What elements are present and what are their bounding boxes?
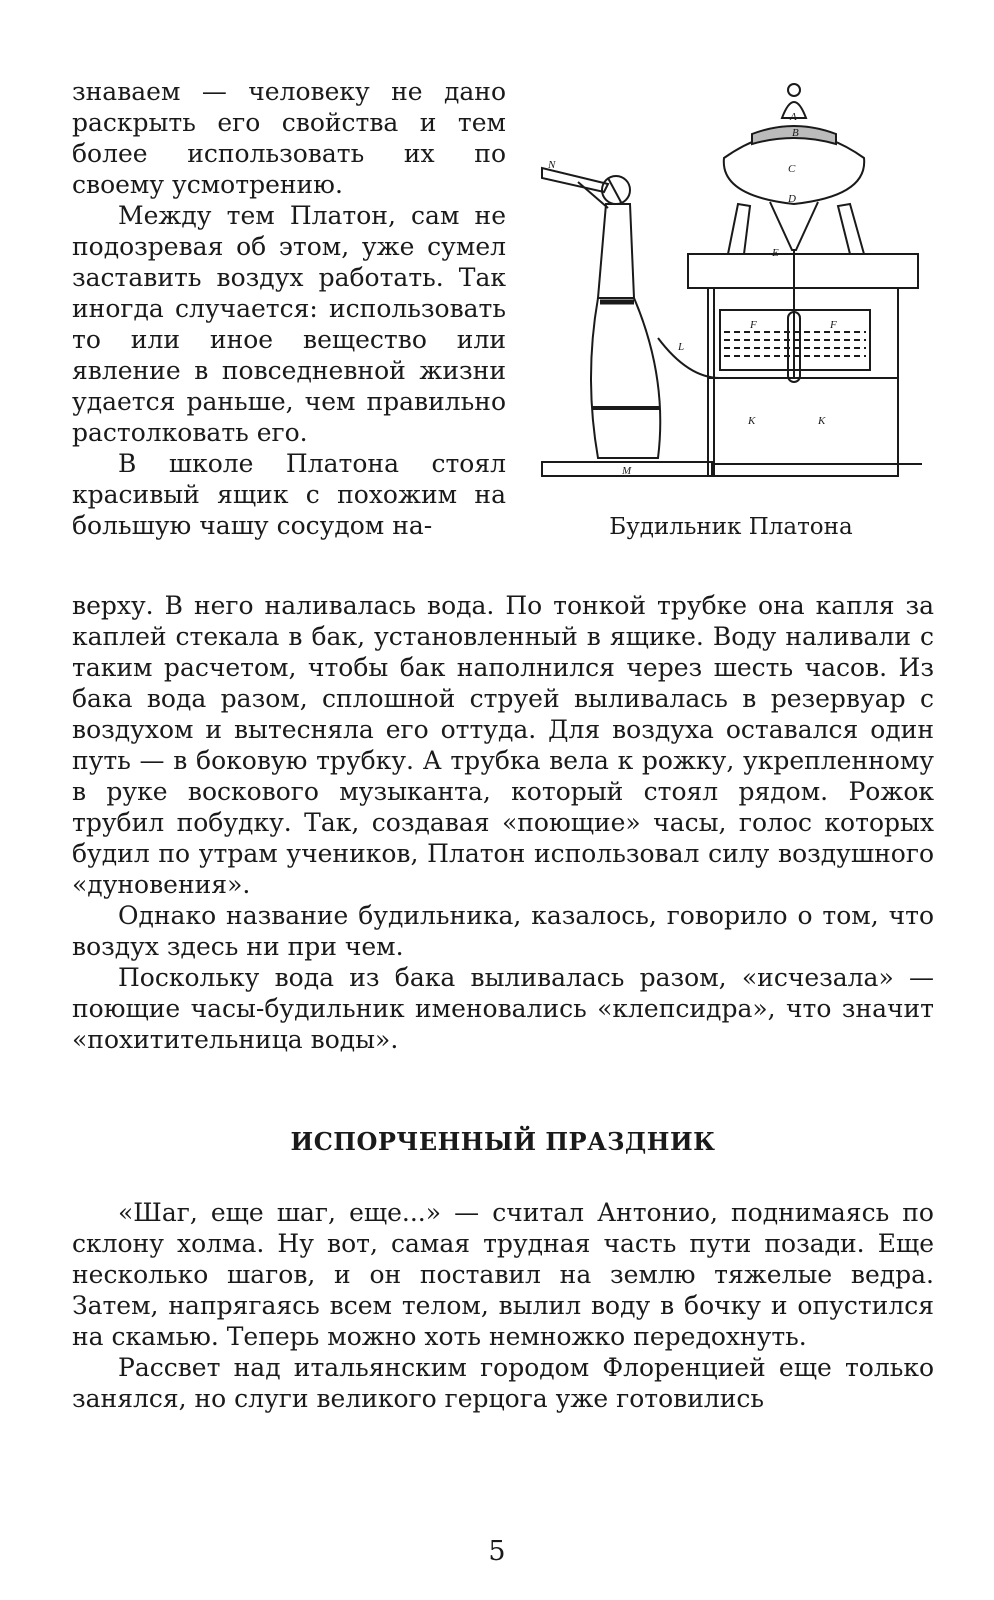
label-l: L xyxy=(678,341,685,353)
label-b: B xyxy=(792,127,799,139)
label-d: D xyxy=(788,193,796,205)
label-k-right: K xyxy=(818,415,826,427)
clepsydra-drawing xyxy=(538,78,928,498)
label-e: E xyxy=(772,247,779,259)
label-f-right: F xyxy=(830,319,837,331)
paragraph-name-meaning: Однако название будильника, казалось, говорило о том, что воздух здесь ни при чем. xyxy=(72,901,934,961)
label-a: A xyxy=(790,111,797,123)
top-text-column xyxy=(72,76,506,541)
label-n: N xyxy=(548,159,556,171)
label-f-left: F xyxy=(750,319,757,331)
page-number: 5 xyxy=(488,1536,506,1567)
label-c: C xyxy=(788,163,796,175)
paragraph-clepsydra: Поскольку вода из бака выливалась разом, «исчезала» — поющие часы-будильник именовались «клепсидра», что значит «похитительница воды». xyxy=(72,963,934,1054)
paragraph-antonio: «Шаг, еще шаг, еще...» — считал Антонио, поднимаясь по склону холма. Ну вот, самая трудная часть пути позади. Еще несколько шагов, и он поставил на землю тяжелые ведра. Затем, напрягаясь всем телом, вылил воду в бочку и опустился на скамью. Теперь можно хоть немножко передохнуть. xyxy=(72,1198,934,1351)
main-text-block xyxy=(72,590,934,1055)
paragraph-florence-dawn: Рассвет над итальянским городом Флоренцией еще только занялся, но слуги великого герцога уже готовились xyxy=(72,1353,934,1413)
plato-alarm-clock-illustration xyxy=(538,78,928,498)
section-heading: ИСПОРЧЕННЫЙ ПРАЗДНИК xyxy=(290,1127,716,1156)
paragraph-school-box-start: В школе Платона стоял красивый ящик с похожим на большую чашу сосудом на- xyxy=(72,449,506,540)
section-text-block xyxy=(72,1197,934,1414)
paragraph-plato-air: Между тем Платон, сам не подозревая об этом, уже сумел заставить воздух работать. Так иногда случается: использовать то или иное вещество или явление в повседневной жизни удается раньше, чем правильно растолковать его. xyxy=(72,201,506,447)
paragraph-school-box-rest: верху. В него наливалась вода. По тонкой трубке она капля за каплей стекала в бак, установленный в ящике. Воду наливали с таким расчетом, чтобы бак наполнился через шесть часов. Из бака вода разом, сплошной струей выливалась в резервуар с воздухом и вытесняла его оттуда. Для воздуха оставался один путь — в боковую трубку. А трубка вела к рожку, укрепленному в руке воскового музыканта, который стоял рядом. Рожок трубил побудку. Так, создавая «поющие» часы, голос которых будил по утрам учеников, Платон использовал силу воздушного «дуновения». xyxy=(72,591,934,899)
paragraph-continuation: знаваем — человеку не дано раскрыть его свойства и тем более использовать их по своему усмотрению. xyxy=(72,77,506,199)
label-m: M xyxy=(622,465,632,477)
label-k-left: K xyxy=(748,415,756,427)
figure-caption: Будильник Платона xyxy=(609,514,853,540)
